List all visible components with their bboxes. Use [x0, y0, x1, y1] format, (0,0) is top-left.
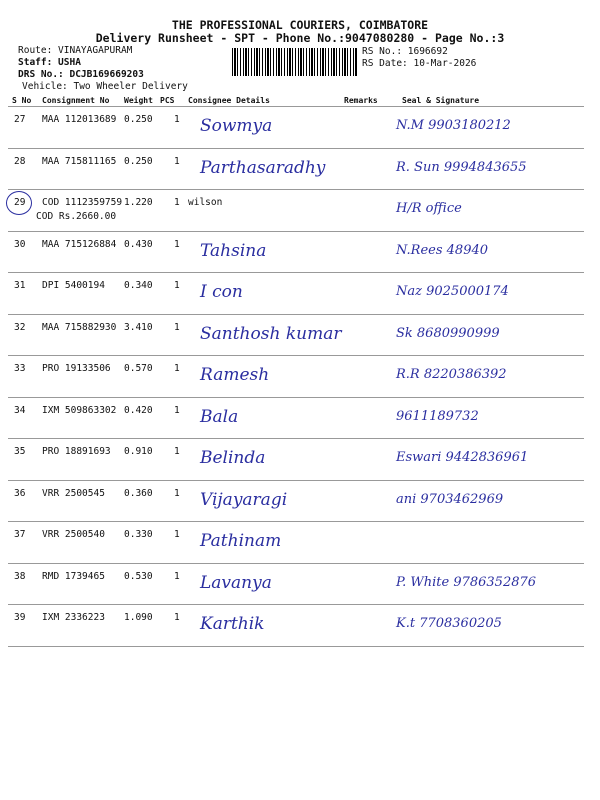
- barcode-image: [232, 48, 358, 76]
- col-sno: S No: [12, 96, 32, 105]
- table-row: [0, 604, 600, 646]
- consignment-number: MAA 715811165: [42, 155, 117, 167]
- serial-number: 34: [14, 404, 26, 416]
- pieces-count: 1: [174, 114, 180, 125]
- table-row: [0, 189, 600, 231]
- staff-label: Staff: USHA: [18, 57, 81, 68]
- cod-amount: COD Rs.2660.00: [36, 211, 117, 222]
- table-row: [0, 355, 600, 397]
- handwritten-signature: K.t 7708360205: [396, 616, 502, 631]
- row-divider: [8, 646, 584, 647]
- table-row: [0, 314, 600, 356]
- handwritten-consignee-name: I con: [200, 282, 243, 302]
- consignment-number: COD 1112359759: [42, 197, 123, 208]
- table-row: [0, 148, 600, 190]
- serial-number: 32: [14, 321, 26, 333]
- handwritten-consignee-name: Lavanya: [200, 572, 272, 593]
- serial-number: 27: [14, 114, 26, 125]
- serial-number: 37: [14, 529, 26, 540]
- weight-value: 0.530: [124, 570, 153, 582]
- table-row: [0, 272, 600, 314]
- handwritten-consignee-name: Pathinam: [200, 531, 282, 551]
- document-subtitle: Delivery Runsheet - SPT - Phone No.:9047080280 - Page No.:3: [95, 31, 505, 45]
- table-row: [0, 521, 600, 563]
- circle-mark-icon: [6, 191, 32, 215]
- serial-number: 30: [14, 238, 26, 250]
- weight-value: 0.430: [124, 238, 153, 250]
- weight-value: 0.570: [124, 363, 153, 374]
- serial-number: 33: [14, 363, 26, 374]
- consignment-number: VRR 2500540: [42, 529, 105, 540]
- pieces-count: 1: [174, 529, 180, 540]
- serial-number: 36: [14, 487, 26, 499]
- pieces-count: 1: [174, 612, 180, 623]
- pieces-count: 1: [174, 487, 180, 499]
- consignment-number: MAA 112013689: [42, 114, 117, 125]
- handwritten-consignee-name: Tahsina: [200, 240, 267, 261]
- handwritten-signature: P. White 9786352876: [396, 574, 537, 590]
- pieces-count: 1: [174, 197, 180, 208]
- table-row: [0, 438, 600, 480]
- handwritten-signature: H/R office: [396, 201, 462, 216]
- col-weight: Weight: [124, 96, 153, 105]
- col-seal-signature: Seal & Signature: [402, 96, 480, 105]
- route-label: Route: VINAYAGAPURAM: [18, 45, 133, 56]
- pieces-count: 1: [174, 155, 180, 167]
- table-row: [0, 397, 600, 439]
- handwritten-consignee-name: Sowmya: [200, 116, 273, 136]
- table-row: [0, 480, 600, 522]
- consignment-number: IXM 509863302: [42, 404, 117, 416]
- handwritten-signature: N.M 9903180212: [396, 118, 511, 133]
- table-row: [0, 231, 600, 273]
- handwritten-signature: Eswari 9442836961: [396, 450, 529, 465]
- handwritten-consignee-name: Belinda: [200, 448, 266, 468]
- col-consignment: Consignment No: [42, 96, 110, 105]
- weight-value: 0.420: [124, 404, 153, 416]
- pieces-count: 1: [174, 321, 180, 333]
- handwritten-consignee-name: Vijayaragi: [200, 489, 288, 510]
- weight-value: 0.340: [124, 280, 153, 291]
- handwritten-signature: R. Sun 9994843655: [396, 159, 527, 175]
- rs-number: RS No.: 1696692: [362, 46, 448, 57]
- consignment-number: MAA 715126884: [42, 238, 117, 250]
- handwritten-consignee-name: Ramesh: [200, 365, 270, 385]
- handwritten-signature: N.Rees 48940: [396, 242, 489, 258]
- pieces-count: 1: [174, 363, 180, 374]
- pieces-count: 1: [174, 446, 180, 457]
- handwritten-consignee-name: Karthik: [200, 614, 265, 634]
- weight-value: 3.410: [124, 321, 153, 333]
- table-row: [0, 563, 600, 605]
- handwritten-signature: R.R 8220386392: [396, 367, 507, 382]
- handwritten-signature: Naz 9025000174: [396, 284, 509, 299]
- vehicle-label: Vehicle: Two Wheeler Delivery: [22, 81, 188, 92]
- weight-value: 0.250: [124, 155, 153, 167]
- pieces-count: 1: [174, 404, 180, 416]
- handwritten-signature: 9611189732: [396, 408, 479, 424]
- rs-date: RS Date: 10-Mar-2026: [362, 58, 477, 69]
- consignment-number: IXM 2336223: [42, 612, 105, 623]
- weight-value: 0.250: [124, 114, 153, 125]
- serial-number: 38: [14, 570, 26, 582]
- weight-value: 1.220: [124, 197, 153, 208]
- col-pcs: PCS: [160, 96, 175, 105]
- handwritten-consignee-name: Santhosh kumar: [200, 323, 342, 344]
- consignment-number: PRO 18891693: [42, 446, 111, 457]
- table-row: [0, 106, 600, 148]
- weight-value: 0.330: [124, 529, 153, 540]
- handwritten-signature: Sk 8680990999: [396, 325, 500, 341]
- handwritten-consignee-name: Bala: [200, 406, 239, 427]
- consignment-number: PRO 19133506: [42, 363, 111, 374]
- consignment-number: VRR 2500545: [42, 487, 105, 499]
- col-consignee: Consignee Details: [188, 96, 270, 105]
- serial-number: 29: [14, 197, 26, 208]
- serial-number: 28: [14, 155, 26, 167]
- serial-number: 31: [14, 280, 26, 291]
- col-remarks: Remarks: [344, 96, 378, 105]
- consignment-number: DPI 5400194: [42, 280, 105, 291]
- pieces-count: 1: [174, 280, 180, 291]
- pieces-count: 1: [174, 238, 180, 250]
- handwritten-consignee-name: Parthasaradhy: [200, 157, 326, 178]
- pieces-count: 1: [174, 570, 180, 582]
- consignment-number: MAA 715882930: [42, 321, 117, 333]
- serial-number: 35: [14, 446, 26, 457]
- weight-value: 0.360: [124, 487, 153, 499]
- handwritten-signature: ani 9703462969: [396, 491, 504, 507]
- weight-value: 0.910: [124, 446, 153, 457]
- document-title: THE PROFESSIONAL COURIERS, COIMBATORE: [171, 18, 429, 32]
- serial-number: 39: [14, 612, 26, 623]
- drs-label: DRS No.: DCJB169669203: [18, 69, 144, 80]
- weight-value: 1.090: [124, 612, 153, 623]
- consignment-number: RMD 1739465: [42, 570, 105, 582]
- consignee-name: wilson: [188, 197, 223, 208]
